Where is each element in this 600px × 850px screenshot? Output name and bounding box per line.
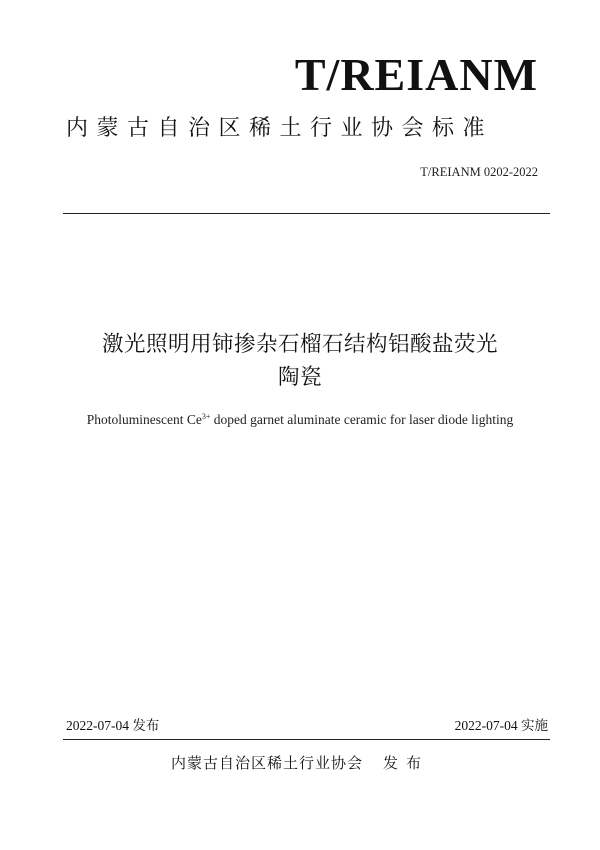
- standard-code-header: T/REIANM: [294, 49, 538, 100]
- organization-standard-title: 内蒙古自治区稀土行业协会标准: [66, 116, 494, 141]
- issuer-name: 内蒙古自治区稀土行业协会: [170, 754, 363, 772]
- standard-number: T/REIANM 0202-2022: [420, 165, 538, 179]
- implement-date: [455, 719, 548, 734]
- publish-date: [66, 719, 159, 734]
- top-divider: [63, 213, 550, 214]
- document-title-chinese: [40, 328, 560, 394]
- title-en-part-1: Photoluminescent Ce: [86, 412, 202, 427]
- issuer-action: 发布: [383, 754, 430, 772]
- title-en-part-2: doped garnet aluminate ceramic for laser diode lighting: [210, 412, 514, 427]
- document-title-english: [30, 412, 570, 428]
- implement-label: 实施: [521, 718, 548, 734]
- title-cn-line-2: 陶瓷: [277, 365, 322, 390]
- implement-date-value: 2022-07-04: [454, 718, 518, 733]
- publish-date-value: 2022-07-04: [66, 718, 129, 733]
- issuer-line: [0, 754, 600, 772]
- bottom-divider: [63, 739, 550, 740]
- publish-label: 发布: [132, 718, 160, 734]
- title-en-superscript: 3+: [201, 412, 211, 421]
- title-cn-line-1: 激光照明用铈掺杂石榴石结构铝酸盐荧光: [101, 332, 498, 357]
